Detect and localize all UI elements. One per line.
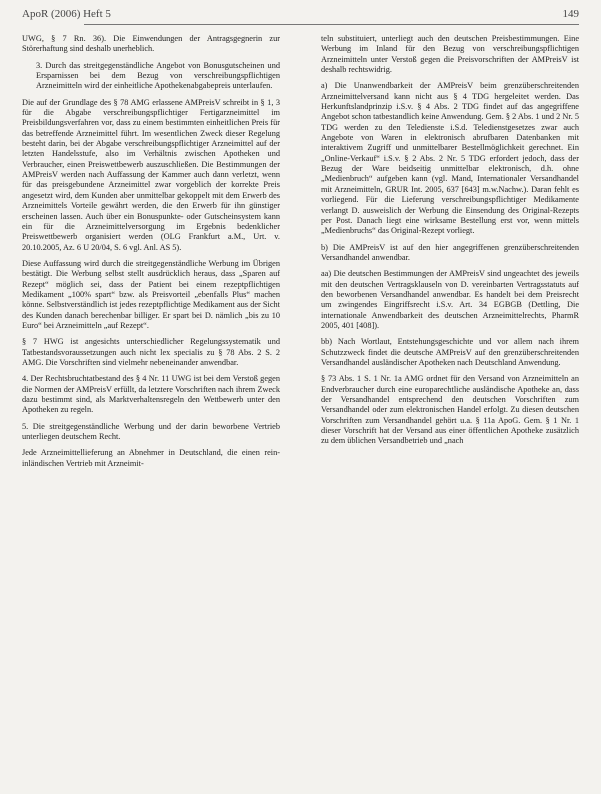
paragraph: 5. Die streitgegenständliche Werbung und der darin beworbene Vertrieb unterliegen deutschem Recht. [22,421,280,442]
page-header [22,8,579,28]
paragraph: 4. Der Rechtsbruchtatbestand des § 4 Nr. 11 UWG ist bei dem Verstoß gegen die Normen der AMPreisV erfüllt, da letztere Vorschriften nach ihrem Zweck dazu bestimmt sind, als Marktverhaltensregeln den Wettbewerb unter den Apotheken zu regeln. [22,374,280,415]
paragraph: aa) Die deutschen Bestimmungen der AMPreisV sind ungeachtet des jeweils mit den deutschen Vertragsklauseln von D. vereinbarten Vertragsstatuts auf den beworbenen Versandhandel anwendbar. Es handelt bei dem Preisrecht um zwingendes Eingriffsrecht i.S.v. Art. 34 EGBGB (Dettling, Die internationale Anwendbarkeit des deutschen Arzneimittelrechts, PharmR 2005, 401 [408]). [321,269,579,330]
paragraph: § 7 HWG ist angesichts unterschiedlicher Regelungssystematik und Tatbestandsvoraussetzungen auch nicht lex specialis zu § 78 Abs. 2 S. 2 AMG. Die Vorschriften sind vielmehr nebeneinander anwendbar. [22,337,280,367]
paragraph: Diese Auffassung wird durch die streitgegenständliche Werbung im Übrigen bestätigt. Die Werbung selbst stellt ausdrücklich heraus, dass „Sparen auf Rezept“ möglich sei, dass der Patient bei einem rezeptpflichtigen Medikament „100% spart“ bzw. als Preisvorteil „ebenfalls Plus“ machen könne. Selbstverständlich ist jedes rezeptpflichtige Medikament aus der Sicht des Kunden danach berechenbar billiger. Er spart bei D. nämlich „bis zu 10 Euro“ bei Arzneimitteln „auf Rezept“. [22,258,280,330]
paragraph: Die auf der Grundlage des § 78 AMG erlassene AMPreisV schreibt in § 1, 3 für die Abgabe verschreibungspflichtiger Fertigarzneimittel im Preisbildungsverfahren vor, dass zu einem bestimmten einheitlichen Preis für das betreffende Arzneimittel führt. Im wesentlichen Zweck dieser Regelung besteht darin, bei der Abgabe verschreibungspflichtiger Arzneimittel auf der letzten Handelsstufe, also im Verhältnis zwischen Apotheken und Verbraucher, einen Preiswettbewerb auszuschließen. Die Bestimmungen der AMPreisV werden nach Auffassung der Kammer auch dann verletzt, wenn für das preisgebundene Arzneimittel zwar vorgeblich der korrekte Preis angesetzt wird, dem Kunden aber unmittelbar gekoppelt mit dem Erwerb des Arzneimittels Vorteile gewährt werden, die den Erwerb für ihn günstiger erscheinen lassen. Auch über ein Bonuspunkte- oder Gutscheinsystem kann ein für die Arzneimittelversorgung im Ergebnis bedenklicher Preiswettbewerb organisiert werden (OLG Frankfurt a.M., Urt. v. 20.10.2005, Az. 6 U 20/04, S. 6 vgl. Anl. AS 5). [22,97,280,252]
paragraph: a) Die Unanwendbarkeit der AMPreisV beim grenzüberschreitenden Arzneimittelversand kann nicht aus § 4 TDG hergeleitet werden. Das Herkunftslandprinzip i.S.v. § 4 Abs. 2 TDG findet auf das angegriffene Angebot schon tatbestandlich keine Anwendung. Gem. § 2 Abs. 1 und 2 Nr. 5 TDG werden zu den Teledienste i.S.d. Teledienstgesetzes zwar auch Angebote von Waren in elektronisch abrufbaren Datenbanken mit interaktivem Zugriff und unmittelbarer Bestellmöglichkeit gerechnet. Ein „Online-Verkauf“ i.S.v. § 2 Abs. 2 Nr. 5 TDG erfordert jedoch, dass der Bezug der Ware beidseitig unmittelbar elektronisch, d.h. ohne „Medienbruch“ aufgeben kann (vgl. Mand, Internationaler Versandhandel mit Arzneimitteln, GRUR Int. 2005, 637 [643] m.w.Nachw.). Daran fehlt es vorliegend. Für die Lieferung verschreibungspflichtiger Medikamente verlangt D. ausweislich der Werbung die Einsendung des Original-Rezepts per Post. Danach liegt eine wirksame Bestellung erst vor, wenn mittels „Medienbruchs“ das Original-Rezept vorliegt. [321,81,579,236]
left-column [22,34,280,475]
journal-title: ApoR (2006) Heft 5 [22,8,111,20]
paragraph: 3. Durch das streitgegenständliche Angebot von Bonusgutscheinen und Ersparnissen bei dem Bezug von verschreibungspflichtigen Arzneimitteln wird der einheitliche Apothekenabgabepreis unterlaufen. [36,60,280,91]
header-rule [84,24,579,25]
page-number: 149 [557,8,580,20]
paragraph: b) Die AMPreisV ist auf den hier angegriffenen grenzüberschreitenden Versandhandel anwendbar. [321,242,579,262]
paragraph: bb) Nach Wortlaut, Entstehungsgeschichte und vor allem nach ihrem Schutzzweck findet die deutsche AMPreisV auf den grenzüberschreitenden Versandhandel ausländischer Apotheken nach Deutschland Anwendung. [321,337,579,367]
paragraph: teln substituiert, unterliegt auch den deutschen Preisbestimmungen. Eine Werbung im Inland für den Bezug von verschreibungspflichtigen Arzneimitteln unter Verstoß gegen die Preisvorschriften der AMPreisV ist deshalb rechtswidrig. [321,34,579,75]
paragraph: UWG, § 7 Rn. 36). Die Einwendungen der Antragsgegnerin zur Störerhaftung sind deshalb unerheblich. [22,34,280,54]
paragraph: § 73 Abs. 1 S. 1 Nr. 1a AMG ordnet für den Versand von Arzneimitteln an Endverbraucher durch eine europarechtliche ausländische Apotheke an, dass der Versandhandel entsprechend den deutschen Vorschriften zum Versandhandel oder zum elektronischen Handel erfolgt. Zu diesen deutschen Vorschriften zum Versandhandel gehört u.a. § 11a ApoG. Gem. § 1 Nr. 1 dieser Vorschrift hat der Versand aus einer öffentlichen Apotheke zusätzlich zu dem üblichen Versandbetrieb und „nach [321,374,579,446]
paragraph: Jede Arzneimittellieferung an Abnehmer in Deutschland, die einen rein-inländischen Vertrieb mit Arzneimit- [22,448,280,468]
right-column [321,34,579,453]
